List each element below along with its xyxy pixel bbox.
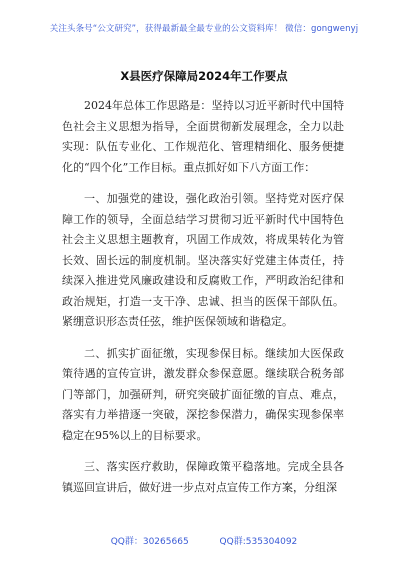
- paragraph-intro: 2024年总体工作思路是：坚持以习近平新时代中国特色社会主义思想为指导，全面贯彻新发展理念，全力以赴实现：队伍专业化、工作规范化、管理精细化、服务便捷化的“四个化”工作目标。重点抓好如下八方面工作：: [62, 99, 344, 174]
- paragraph-section-3: 三、落实医疗救助，保障政策平稳落地。完成全县各镇巡回宣讲后，做好进一步点对点宣传工作方案，分组深: [62, 460, 344, 494]
- paragraph-section-2: 二、抓实扩面征缴，实现参保目标。继续加大医保政策待遇的宣传宣讲，激发群众参保意愿。继续联合税务部门等部门，加强研判，研究突破扩面征缴的盲点、难点，落实有力举措逐一突破，深挖参保潜力，确保实现参保率稳定在95%以上的目标要求。: [62, 346, 344, 442]
- document-body: [62, 96, 344, 509]
- footer-contact: [0, 534, 408, 547]
- paragraph-section-1: 一、加强党的建设，强化政治引领。坚持党对医疗保障工作的领导，全面总结学习贯彻习近平新时代中国特色社会主义思想主题教育，巩固工作成效，将成果转化为管长效、固长远的制度机制。坚决落实好党建主体责任，持续深入推进党风廉政建设和反腐败工作，严明政治纪律和政治规矩，打造一支干净、忠诚、担当的医保干部队伍。紧绷意识形态责任弦，维护医保领域和谐稳定。: [62, 192, 344, 328]
- document-title: X县医疗保障局2024年工作要点: [120, 69, 288, 83]
- qq-group-1: QQ群：30265665: [110, 537, 189, 547]
- promo-banner: 关注头条号“公文研究”，获得最新最全最专业的公文资料库！ 微信：gongwenyj: [49, 24, 359, 34]
- qq-group-2: QQ群:535304092: [219, 537, 298, 547]
